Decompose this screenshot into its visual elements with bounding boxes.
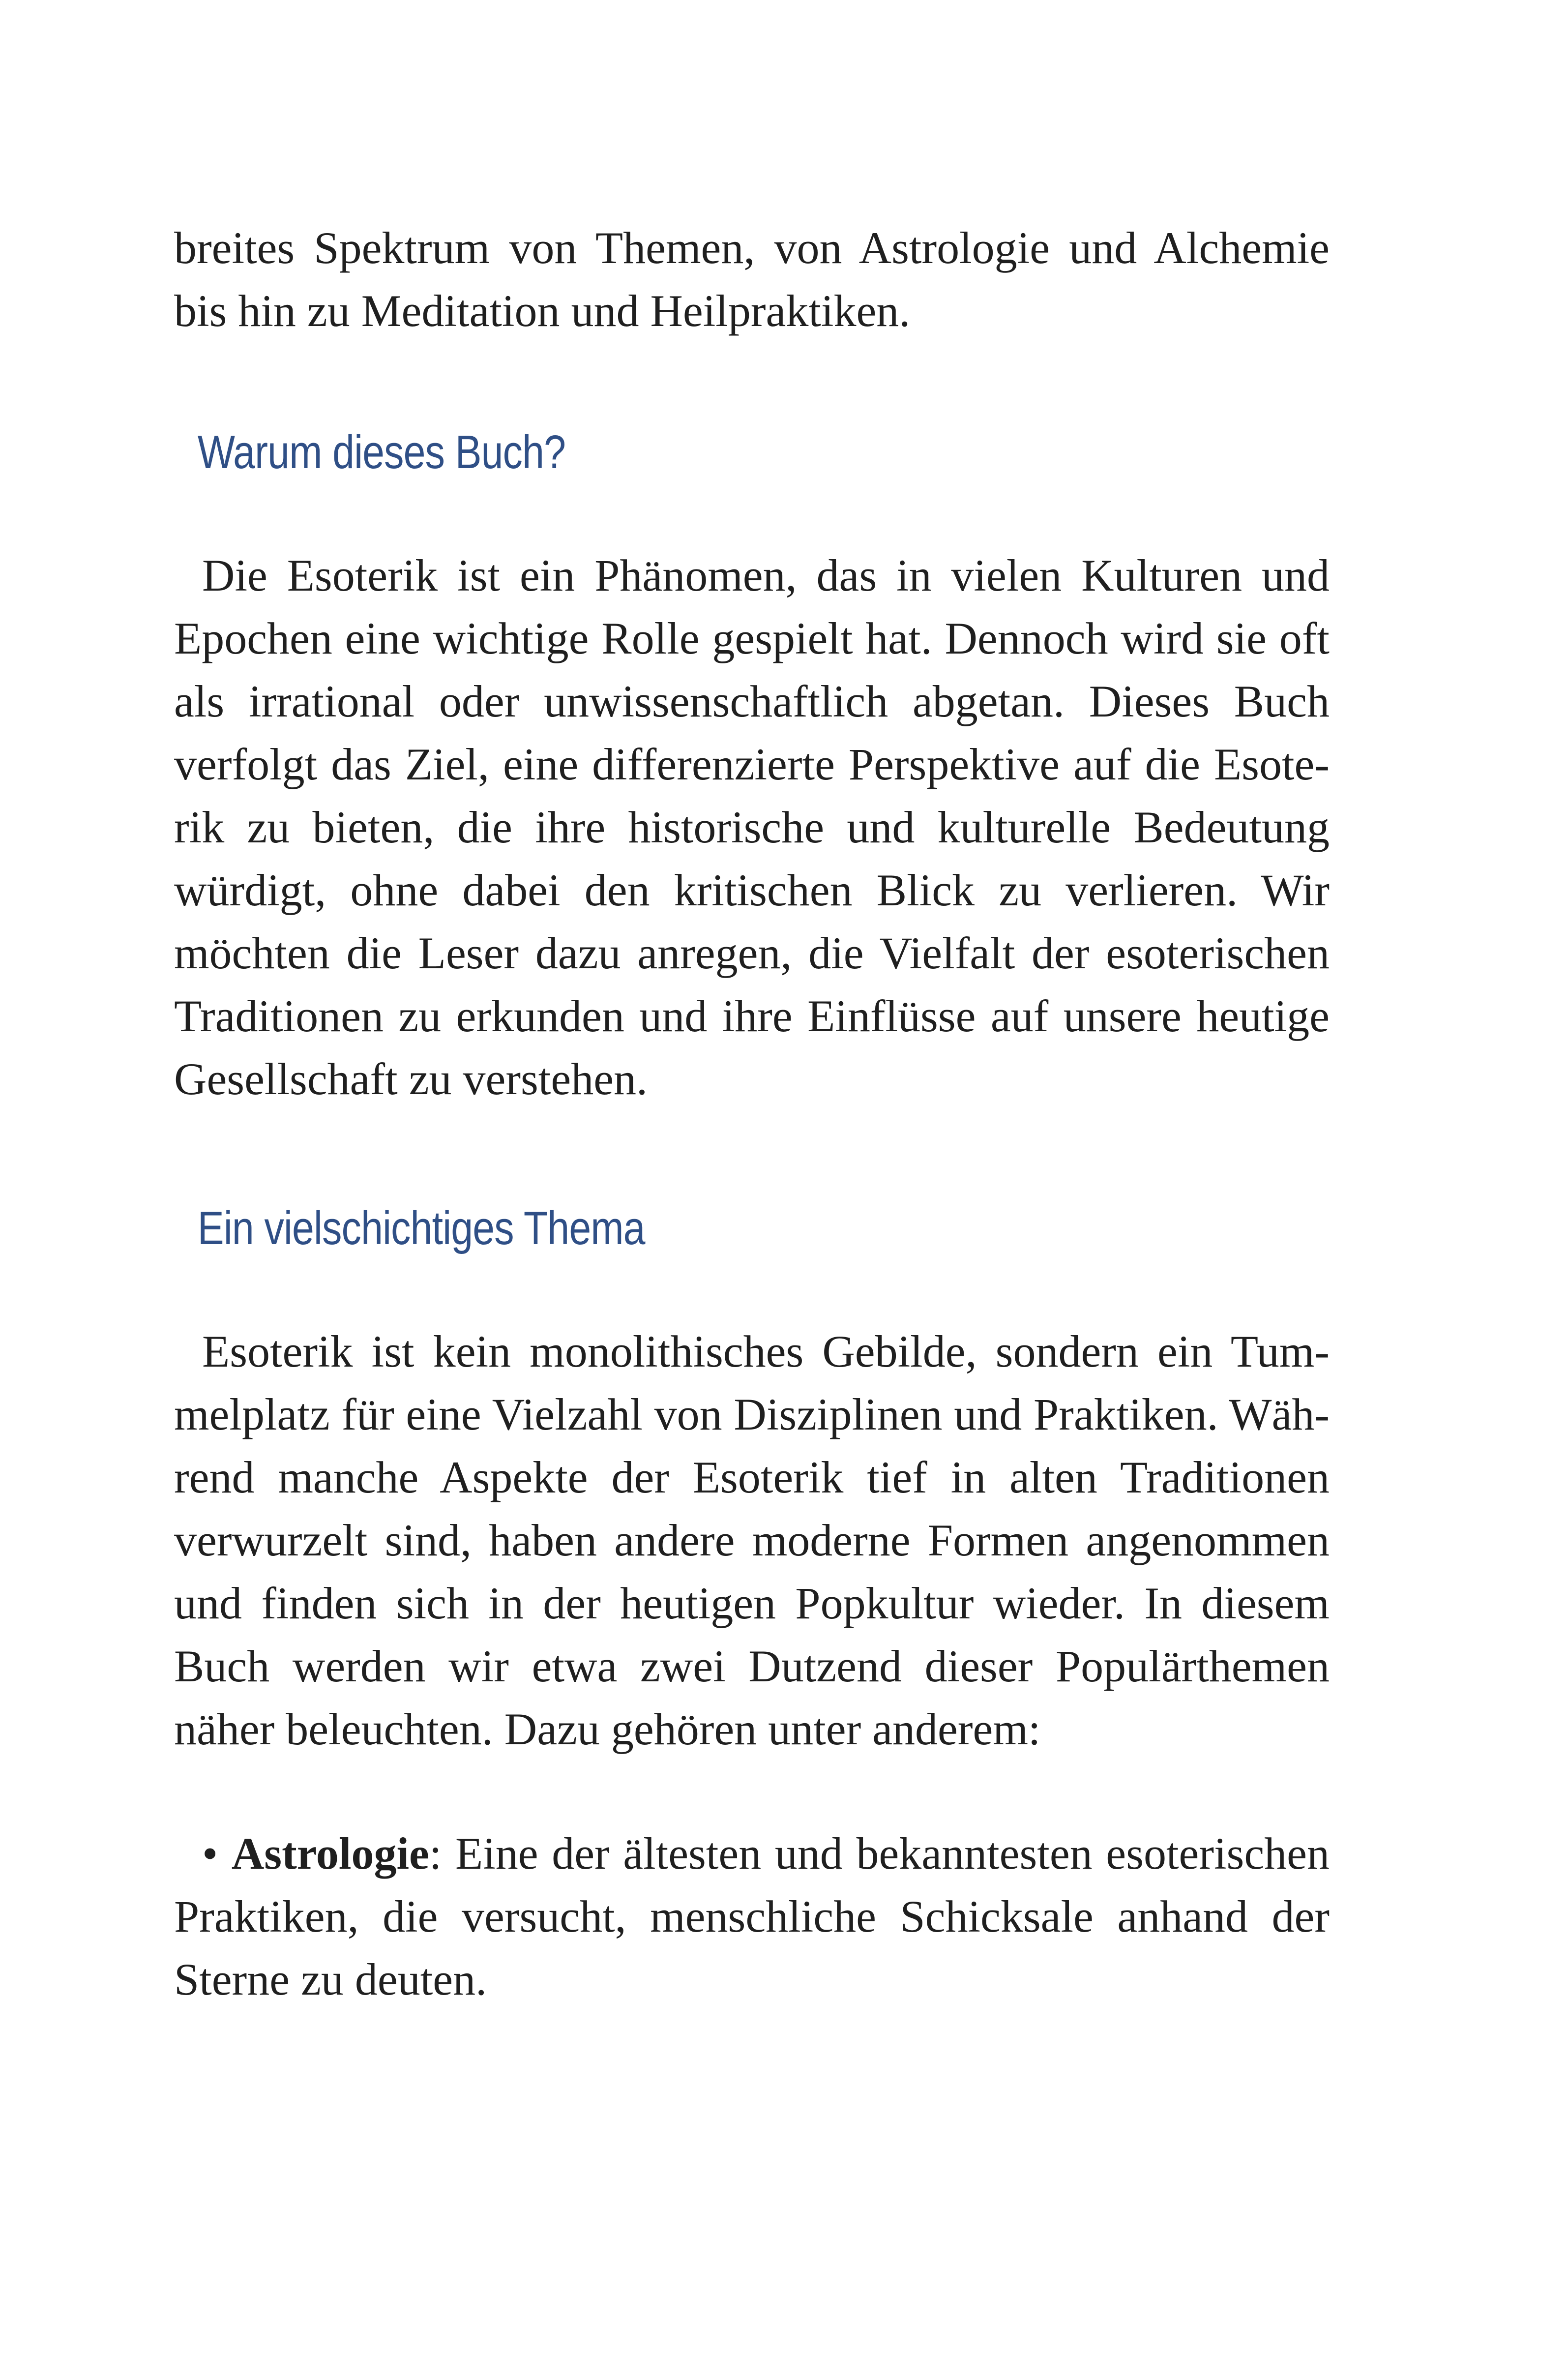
section-paragraph-ein-vielschichtiges-thema: Esoterik ist kein monolithisches Gebilde, sondern ein Tummelplatz für eine Vielzahl von Disziplinen und Praktiken. Während manche Aspekte der Esoterik tief in alten Traditionen verwurzelt sind, haben andere moderne Formen angenommen und finden sich in der heutigen Popkultur wieder. In diesem Buch werden wir etwa zwei Dutzend dieser Populärthemen näher beleuchten. Dazu gehören unter anderem: bbox=[174, 1326, 1330, 1754]
section-heading-warum-dieses-buch: Warum dieses Buch? bbox=[197, 426, 566, 478]
section-paragraph-warum-dieses-buch: Die Esoterik ist ein Phänomen, das in vielen Kulturen und Epochen eine wichtige Rolle gespielt hat. Dennoch wird sie oft als irrational oder unwissenschaftlich abgetan. Dieses Buch verfolgt das Ziel, eine differenzierte Perspektive auf die Esoterik zu bieten, die ihre historische und kulturelle Bedeutung würdigt, ohne dabei den kritischen Blick zu verlieren. Wir möchten die Leser dazu anregen, die Vielfalt der esoterischen Traditionen zu erkunden und ihre Einflüsse auf unsere heutige Gesellschaft zu verstehen. bbox=[174, 550, 1330, 1104]
section-heading-ein-vielschichtiges-thema: Ein vielschichtiges Thema bbox=[197, 1202, 645, 1254]
list-item bbox=[174, 1822, 1330, 2011]
bullet-marker: • bbox=[202, 1828, 218, 1879]
intro-paragraph: breites Spektrum von Themen, von Astrologie und Alchemie bis hin zu Meditation und Heilpraktiken. bbox=[174, 223, 1330, 336]
bullet-list bbox=[174, 1822, 1330, 2011]
book-page bbox=[174, 216, 1330, 2011]
bullet-description: : Eine der ältesten und bekanntesten esoterischen Praktiken, die versucht, menschliche Schicksale anhand der Sterne zu deuten. bbox=[174, 1828, 1330, 2004]
bullet-term-astrologie: Astrologie bbox=[231, 1828, 429, 1879]
